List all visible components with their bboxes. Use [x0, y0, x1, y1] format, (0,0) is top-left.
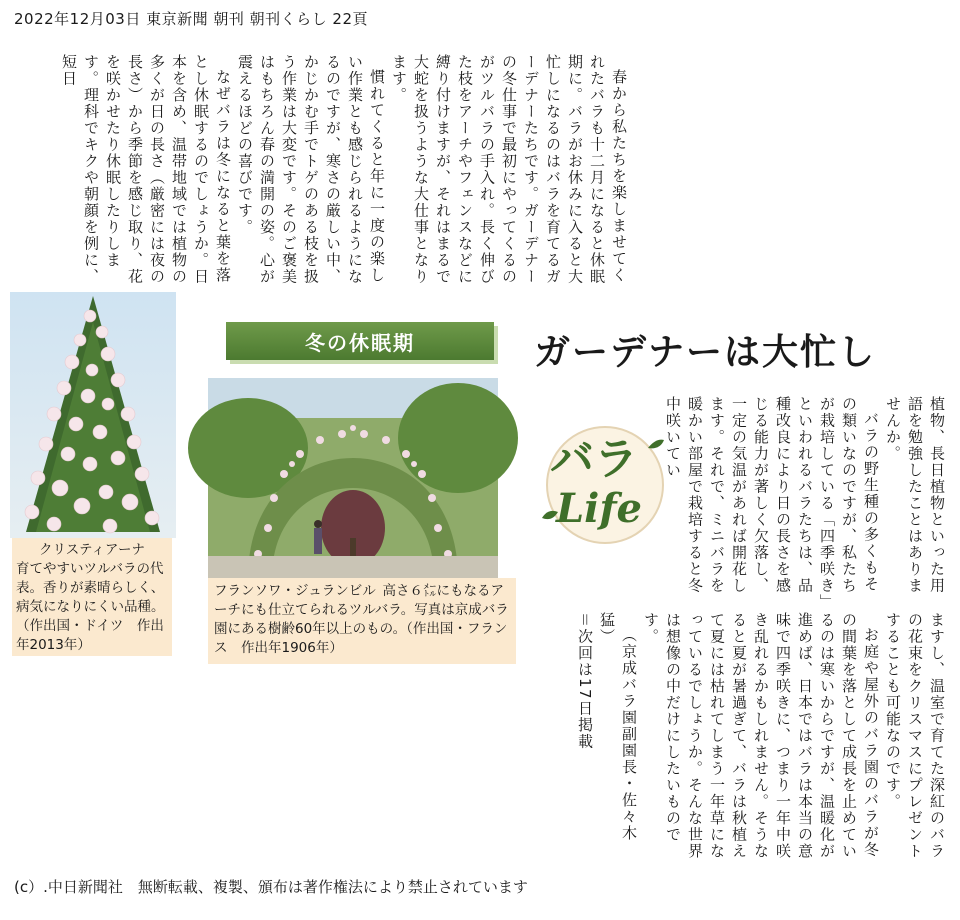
logo-line-2: Life [556, 485, 642, 532]
caption-title: フランソワ・ジュランビル [214, 583, 376, 599]
article-body-top [60, 54, 630, 294]
article-body-bottom [548, 612, 948, 860]
caption-body: 育てやすいツルバラの代表。香りが素晴らしく、病気になりにくい品種。（作出国・ドイツ 作出年2013年） [16, 561, 165, 653]
paragraph: バラの野生種の多くもその類いなのですが、私たちが栽培している「四季咲き」といわれるバラたちは、品種改良により日の長さを感じる能力が著しく欠落し、一定の気温があれば開花します。それで、ミニバラを暖かい部屋で栽培すると冬中咲いてい [664, 396, 880, 603]
dateline: 2022年12月03日 東京新聞 朝刊 朝刊くらし 22頁 [14, 10, 369, 28]
paragraph: 慣れてくると年に一度の楽しい作業とも感じられるようになるのですが、寒さの厳しい中、かじかむ手でトゲのある枝を扱う作業は大変です。そのご褒美はもちろん春の満開の姿。心が震えるほどの喜びです。 [236, 54, 386, 285]
section-banner: 冬の休眠期 [226, 322, 494, 360]
copyright-notice: (c）.中日新聞社 無断転載、複製、頒布は著作権法により禁止されています [14, 878, 528, 896]
author-credit: （京成バラ園副園長・佐々木猛） [598, 612, 638, 842]
photo-caption-francois-juranville [208, 578, 516, 664]
article-body-right [664, 396, 948, 604]
climbing-rose-photo [10, 292, 176, 538]
caption-title: クリスティアーナ [39, 542, 145, 558]
paragraph: ますし、温室で育てた深紅のバラの花束をクリスマスにプレゼントすることも可能なのです。 [884, 612, 946, 860]
paragraph: なぜバラは冬になると葉を落とし休眠するのでしょうか。日本を含め、温帯地域では植物の多くが日の長さ（厳密には夜の長さ）から季節を感じ取り、花を咲かせたり休眠したりします。理科でキクや朝顔を例に、短日 [60, 54, 232, 285]
caption-body: 高さ６㍍にもなるアーチにも仕立てられるツルバラ。写真は京成バラ園にある樹齢60年以上のもの。（作出国・フランス 作出年1906年） [214, 583, 509, 656]
bara-life-logo [530, 410, 680, 560]
rose-arch-photo [208, 378, 498, 578]
paragraph: 植物、長日植物といった用語を勉強したことはありませんか。 [884, 396, 946, 594]
photo-caption-christiana [12, 538, 172, 656]
rose-arch-illustration [208, 378, 498, 578]
logo-line-1: バラ [550, 434, 638, 485]
paragraph: お庭や屋外のバラ園のバラが冬の間葉を落として成長を止めているのは寒いからですが、温暖化が進めば、日本ではバラは本当の意味で四季咲きに、つまり一年中咲き乱れるかもしれません。そうなると夏が暑過ぎて、バラは秋植えて夏には枯れてしまう一年草になっているでしょうか。そんな世界は想像の中だけにしたいものです。 [642, 612, 880, 860]
next-installment-note: ＝次回は17日掲載 [576, 612, 594, 750]
climbing-rose-illustration [10, 292, 176, 538]
paragraph: 春から私たちを楽しませてくれたバラも十二月になると休眠期に。バラがお休みに入ると大忙しになるのはバラを育てるガーデナーたちです。ガーデナーの冬仕事で最初にやってくるのがツルバラの手入れ。長く伸びた枝をアーチやフェンスなどに縛り付けますが、それはまるで大蛇を扱うような大仕事となります。 [390, 54, 628, 285]
headline: ガーデナーは大忙し [534, 331, 877, 373]
